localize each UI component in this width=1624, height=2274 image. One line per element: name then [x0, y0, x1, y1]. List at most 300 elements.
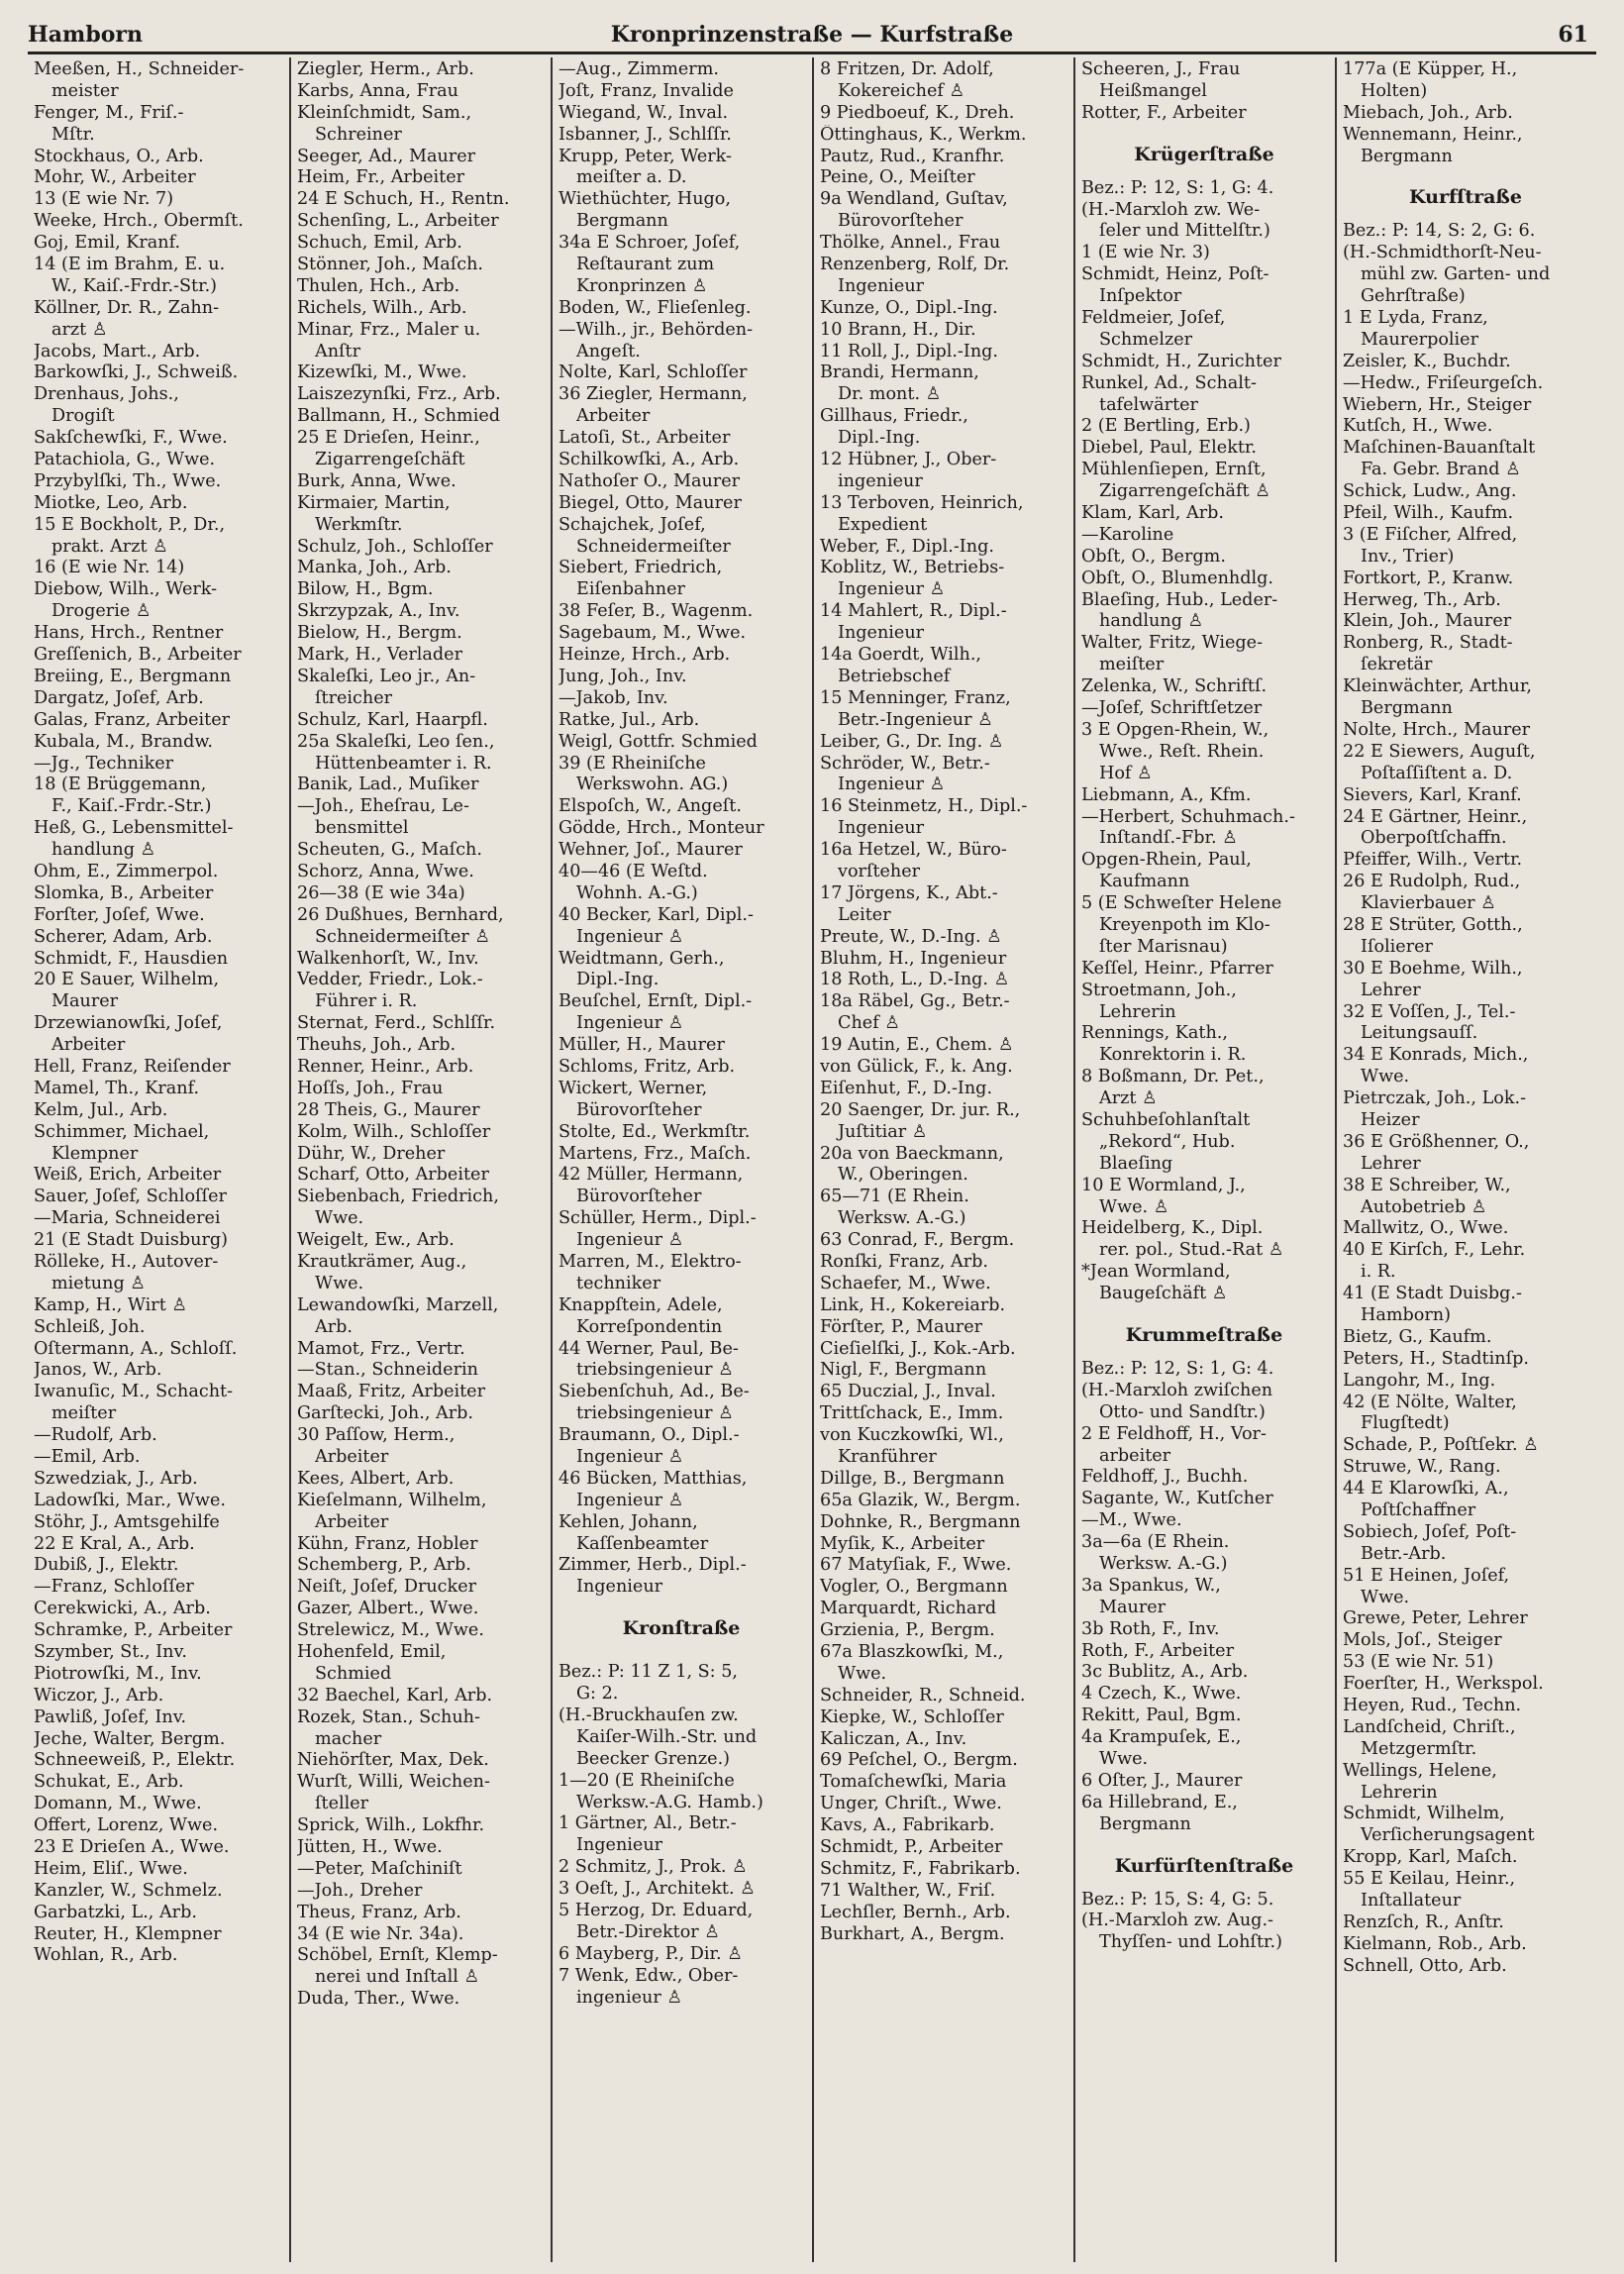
directory-entry-line: Wiebern, Hr., Steiger [1343, 394, 1532, 415]
header-city: Hamborn [28, 22, 143, 48]
directory-entry-line: 1 (E wie Nr. 3) [1081, 243, 1210, 263]
directory-entry-line: 36 E Größhenner, O., [1343, 1131, 1530, 1152]
directory-entry-line: Heim, Fr., Arbeiter [297, 167, 465, 188]
directory-entry-line: 41 (E Stadt Duisbg.- [1343, 1284, 1522, 1304]
column-1 [28, 57, 283, 2262]
directory-entry-line: Bergmann [576, 211, 668, 232]
directory-entry-line: (H.-Marxloh zw. Aug.- [1081, 1911, 1273, 1931]
directory-entry-line: Juſtitiar ♙ [838, 1121, 928, 1142]
directory-entry-line: 67a Blaszkowſki, M., [820, 1642, 1004, 1663]
directory-entry-line: Szymber, St., Inv. [34, 1642, 187, 1663]
directory-entry-line: Heß, G., Lebensmittel- [34, 818, 234, 839]
directory-entry-line: Öttinghaus, K., Werkm. [820, 124, 1027, 145]
directory-entry-line: Burkhart, A., Bergm. [820, 1923, 1005, 1944]
directory-entry-line: Myſik, K., Arbeiter [820, 1533, 985, 1554]
directory-entry-line: Niehörſter, Max, Dek. [297, 1750, 489, 1771]
directory-entry-line: 21 (E Stadt Duisburg) [34, 1230, 229, 1251]
directory-entry-line: handlung ♙ [1099, 611, 1204, 632]
directory-entry-line: Blaeſing [1099, 1153, 1173, 1174]
directory-entry-line: Werksw.-A.G. Hamb.) [576, 1792, 763, 1812]
directory-entry-line: Kirmaier, Martin, [297, 492, 451, 513]
directory-entry-line: Obſt, O., Blumenhdlg. [1081, 568, 1274, 588]
directory-entry-line: Bergmann [1361, 698, 1453, 719]
directory-entry-line: Bielow, H., Bergm. [297, 623, 462, 644]
directory-entry-line: Lehrer [1361, 980, 1421, 1000]
directory-entry-line: 18a Räbel, Gg., Betr.- [820, 991, 1010, 1012]
directory-entry-line: —Emil, Arb. [34, 1447, 141, 1467]
directory-entry-line: Kiepke, W., Schloſſer [820, 1706, 1004, 1727]
directory-entry-line: Wohlan, R., Arb. [34, 1945, 178, 1966]
directory-entry-line: Kanzler, W., Schmelz. [34, 1880, 223, 1901]
directory-entry-line: —Jg., Techniker [34, 753, 174, 774]
directory-entry-line: Skrzypzak, A., Inv. [297, 601, 460, 622]
directory-entry-line: Marquardt, Richard [820, 1599, 997, 1619]
directory-entry-line: 26 Dußhues, Bernhard, [297, 904, 504, 925]
directory-entry-line: mietung ♙ [51, 1273, 147, 1293]
directory-entry-line: Kielmann, Rob., Arb. [1343, 1933, 1527, 1954]
directory-entry-line: Scheuten, G., Maſch. [297, 840, 482, 861]
directory-entry-line: Zigarrengeſchäft [315, 450, 465, 470]
directory-entry-line: 16 (E wie Nr. 14) [34, 558, 185, 578]
directory-entry-line: nerei und Inſtall ♙ [315, 1967, 480, 1988]
directory-entry-line: Rotter, F., Arbeiter [1081, 102, 1247, 123]
column-4 [812, 57, 1069, 2262]
spacer [1081, 125, 1327, 135]
directory-entry-line: Heißmangel [1099, 80, 1207, 101]
directory-entry-line: arzt ♙ [51, 319, 108, 340]
directory-entry-line: Weigl, Gottfr. Schmied [558, 731, 758, 752]
directory-entry-line: Heim, Eliſ., Wwe. [34, 1858, 188, 1879]
directory-entry-line: Betr.-Direktor ♙ [576, 1921, 721, 1942]
directory-entry-line: rer. pol., Stud.-Rat ♙ [1099, 1240, 1284, 1261]
column-5 [1073, 57, 1331, 2262]
directory-entry-line: Tomaſchewſki, Maria [820, 1772, 1007, 1793]
directory-entry-line: Greſſenich, B., Arbeiter [34, 645, 242, 666]
directory-entry-line: Leitungsauſſ. [1361, 1023, 1478, 1044]
spacer [558, 1599, 804, 1608]
directory-entry-line: Mohr, W., Arbeiter [34, 167, 196, 188]
directory-entry-line: Anſtr [315, 341, 361, 362]
directory-entry-line: macher [315, 1728, 382, 1749]
directory-entry-line: 40—46 (E Weſtd. [558, 861, 708, 881]
directory-entry-line: Hoſſs, Joh., Frau [297, 1078, 444, 1098]
directory-entry-line: Schröder, W., Betr.- [820, 753, 990, 774]
directory-entry-line: —Joh., Dreher [297, 1880, 423, 1901]
directory-entry-line: Zelenka, W., Schriftſ. [1081, 676, 1268, 697]
directory-entry-line: 24 E Schuch, H., Rentn. [297, 189, 510, 210]
directory-entry-line: Wwe. [1099, 1749, 1149, 1770]
directory-entry-line: Hohenfeld, Emil, [297, 1642, 447, 1663]
directory-entry-line: Schemberg, P., Arb. [297, 1555, 471, 1576]
directory-entry-line: Kreyenpoth im Klo- [1099, 914, 1270, 935]
directory-entry-line: Schuhbeſohlanſtalt [1081, 1109, 1251, 1130]
directory-entry-line: 8 Fritzen, Dr. Adolf, [820, 59, 994, 79]
directory-entry-line: Ziegler, Herm., Arb. [297, 59, 474, 79]
directory-entry-line: Schneeweiß, P., Elektr. [34, 1750, 236, 1771]
directory-entry-line: Maurer [51, 991, 119, 1012]
directory-entry-line: Dubiß, J., Elektr. [34, 1555, 179, 1576]
directory-entry-line: F., Kaiſ.-Frdr.-Str.) [51, 796, 212, 817]
directory-entry-line: Ingenieur ♙ [576, 1013, 684, 1034]
directory-entry-line: Pietrczak, Joh., Lok.- [1343, 1088, 1527, 1109]
spacer [558, 1652, 804, 1662]
directory-entry-line: 65—71 (E Rhein. [820, 1187, 969, 1207]
directory-entry-line: handlung ♙ [51, 840, 156, 861]
directory-entry-line: Schmitz, F., Fabrikarb. [820, 1858, 1021, 1879]
directory-entry-line: Boden, W., Flieſenleg. [558, 297, 752, 318]
directory-entry-line: 39 (E Rheiniſche [558, 753, 706, 774]
directory-entry-line: Schneidermeiſter [576, 536, 731, 557]
directory-entry-line: Galas, Franz, Arbeiter [34, 709, 231, 730]
directory-entry-line: —Maria, Schneiderei [34, 1208, 221, 1229]
street-heading: Kurfſtraße [1409, 186, 1522, 209]
directory-entry-line: 2 Schmitz, J., Prok. ♙ [558, 1857, 748, 1878]
directory-entry-line: Kaſſenbeamter [576, 1533, 709, 1554]
directory-entry-line: 65a Glazik, W., Bergm. [820, 1490, 1021, 1510]
directory-entry-line: 23 E Drieſen A., Wwe. [34, 1837, 230, 1858]
directory-entry-line: W., Kaiſ.-Frdr.-Str.) [51, 275, 218, 296]
directory-entry-line: 55 E Keilau, Heinr., [1343, 1869, 1516, 1890]
directory-entry-line: Feldmeier, Joſef, [1081, 308, 1226, 329]
directory-entry-line: Bürovorſteher [576, 1187, 702, 1207]
directory-entry-line: Breiing, E., Bergmann [34, 666, 232, 686]
directory-entry-line: Dühr, W., Dreher [297, 1143, 446, 1164]
directory-entry-line: —Herbert, Schuhmach.- [1081, 806, 1295, 827]
directory-entry-line: Reuter, H., Klempner [34, 1923, 222, 1944]
directory-entry-line: Kaufmann [1099, 872, 1190, 892]
directory-entry-line: Scharf, Otto, Arbeiter [297, 1165, 489, 1186]
directory-entry-line: Expedient [838, 514, 928, 535]
directory-entry-line: Bergmann [1099, 1813, 1191, 1834]
directory-entry-line: Bez.: P: 12, S: 1, G: 4. [1081, 1358, 1274, 1379]
column-2 [289, 57, 547, 2262]
directory-entry-line: Laiszezynſki, Frz., Arb. [297, 384, 501, 405]
directory-entry-line: Martens, Frz., Maſch. [558, 1143, 752, 1164]
directory-entry-line: Przybylſki, Th., Wwe. [34, 470, 222, 491]
directory-entry-line: Arbeiter [51, 1035, 126, 1056]
directory-entry-line: Pawliß, Joſef, Inv. [34, 1706, 187, 1727]
directory-entry-line: Werksw. A.-G.) [1099, 1554, 1228, 1574]
directory-entry-line: Bürovorſteher [838, 211, 964, 232]
directory-entry-line: —Hedw., Friſeurgeſch. [1343, 372, 1544, 393]
directory-entry-line: meister [51, 80, 119, 101]
directory-entry-line: Weeke, Hrch., Obermſt. [34, 211, 244, 232]
directory-entry-line: arbeiter [1099, 1445, 1171, 1466]
directory-entry-line: Domann, M., Wwe. [34, 1794, 202, 1814]
directory-entry-line: Herweg, Th., Arb. [1343, 589, 1501, 610]
directory-entry-line: Sievers, Karl, Kranf. [1343, 784, 1522, 805]
directory-entry-line: Krautkrämer, Aug., [297, 1251, 467, 1272]
directory-entry-line: Scheeren, J., Frau [1081, 59, 1241, 79]
directory-entry-line: Marren, M., Elektro- [558, 1251, 742, 1272]
directory-entry-line: Schloms, Fritz, Arb. [558, 1056, 736, 1077]
directory-entry-line: ingenieur ♙ [576, 1987, 683, 2008]
directory-entry-line: Ingenieur [576, 1577, 663, 1598]
directory-entry-line: Janos, W., Arb. [34, 1360, 162, 1381]
directory-entry-line: Theus, Franz, Arb. [297, 1902, 461, 1922]
directory-entry-line: —Aug., Zimmerm. [558, 59, 719, 79]
directory-entry-line: 6 Mayberg, P., Dir. ♙ [558, 1943, 743, 1964]
directory-entry-line: Cieſielſki, J., Kok.-Arb. [820, 1338, 1016, 1359]
directory-entry-line: Inſpektor [1099, 286, 1182, 307]
directory-entry-line: ſtreicher [315, 687, 393, 708]
directory-entry-line: Stroetmann, Joh., [1081, 980, 1237, 1000]
directory-entry-line: prakt. Arzt ♙ [51, 536, 168, 557]
directory-entry-line: W., Oberingen. [838, 1165, 968, 1186]
directory-entry-line: Betriebschef [838, 666, 951, 686]
directory-entry-line: Skaleſki, Leo jr., An- [297, 666, 476, 686]
directory-entry-line: Stöhr, J., Amtsgehilfe [34, 1511, 220, 1532]
directory-entry-line: Mols, Joſ., Steiger [1343, 1630, 1502, 1651]
directory-entry-line: Runkel, Ad., Schalt- [1081, 372, 1257, 393]
directory-entry-line: Hell, Franz, Reiſender [34, 1056, 231, 1077]
directory-entry-line: Lehrerin [1099, 1001, 1176, 1022]
spacer [1081, 1836, 1327, 1846]
directory-entry-line: Bilow, H., Bgm. [297, 579, 434, 600]
directory-entry-line: Grzienia, P., Bergm. [820, 1620, 995, 1641]
directory-entry-line: Drzewianowſki, Joſef, [34, 1013, 223, 1034]
directory-entry-line: Obſt, O., Bergm. [1081, 546, 1226, 567]
spacer [1343, 167, 1588, 177]
directory-entry-line: Werkmſtr. [315, 514, 403, 535]
directory-entry-line: Ladowſki, Mar., Wwe. [34, 1490, 226, 1510]
directory-entry-line: „Rekord“, Hub. [1099, 1131, 1236, 1152]
directory-entry-line: Oberpoſtſchaffn. [1361, 828, 1507, 849]
directory-entry-line: Patachiola, G., Wwe. [34, 450, 216, 470]
directory-entry-line: Schajchek, Joſef, [558, 514, 706, 535]
directory-entry-line: Keſſel, Heinr., Pfarrer [1081, 958, 1273, 979]
directory-entry-line: von Kuczkowſki, Wl., [820, 1425, 1004, 1446]
directory-entry-line: Drenhaus, Johs., [34, 384, 179, 405]
directory-entry-line: Isbanner, J., Schlſſr. [558, 124, 732, 145]
directory-entry-line: Gazer, Albert., Wwe. [297, 1599, 479, 1619]
directory-entry-line: Piotrowſki, M., Inv. [34, 1663, 202, 1684]
directory-entry-line: 71 Walther, W., Friſ. [820, 1880, 996, 1901]
directory-entry-line: Scherer, Adam, Arb. [34, 926, 213, 947]
directory-entry-line: Dipl.-Ing. [838, 428, 921, 449]
directory-entry-line: 3 (E Fiſcher, Alfred, [1343, 524, 1518, 545]
directory-entry-line: Kleinſchmidt, Sam., [297, 102, 472, 123]
directory-entry-line: Thyſſen- und Lohſtr.) [1099, 1932, 1282, 1953]
directory-entry-line: Heizer [1361, 1109, 1420, 1130]
directory-entry-line: Kaliczan, A., Inv. [820, 1728, 967, 1749]
directory-entry-line: 3b Roth, F., Inv. [1081, 1618, 1220, 1639]
directory-entry-line: 65 Duczial, J., Inval. [820, 1382, 996, 1402]
directory-entry-line: Blaeſing, Hub., Leder- [1081, 589, 1278, 610]
directory-entry-line: meiſter a. D. [576, 167, 687, 188]
directory-entry-line: Hans, Hrch., Rentner [34, 623, 224, 644]
directory-entry-line: Arb. [315, 1316, 353, 1337]
directory-entry-line: 13 (E wie Nr. 7) [34, 189, 174, 210]
directory-entry-line: Hüttenbeamter i. R. [315, 753, 492, 774]
directory-entry-line: 18 Roth, L., D.-Ing. ♙ [820, 970, 1010, 990]
directory-entry-line: Inv., Trier) [1361, 546, 1455, 567]
directory-entry-line: Poſtaſſiſtent a. D. [1361, 763, 1513, 783]
directory-entry-line: Foerſter, H., Werkspol. [1343, 1674, 1544, 1695]
directory-entry-line: Weidtmann, Gerh., [558, 948, 725, 969]
directory-entry-line: 36 Ziegler, Hermann, [558, 384, 748, 405]
directory-entry-line: Schilkowſki, A., Arb. [558, 450, 740, 470]
directory-entry-line: Schmied [315, 1663, 392, 1684]
directory-entry-line: —Wilh., jr., Behörden- [558, 319, 754, 340]
directory-entry-line: Garbatzki, L., Arb. [34, 1902, 197, 1922]
spacer [1081, 1305, 1327, 1315]
directory-entry-line: Bez.: P: 11 Z 1, S: 5, [558, 1662, 738, 1683]
directory-entry-line: Werkswohn. AG.) [576, 775, 729, 795]
directory-entry-line: Krupp, Peter, Werk- [558, 146, 732, 166]
directory-entry-line: 14a Goerdt, Wilh., [820, 645, 981, 666]
directory-entry-line: Jütten, H., Wwe. [297, 1837, 443, 1858]
directory-entry-line: Iwanuſic, M., Schacht- [34, 1382, 234, 1402]
directory-entry-line: 22 E Siewers, Auguſt, [1343, 741, 1536, 762]
directory-entry-line: 28 E Strüter, Gotth., [1343, 914, 1523, 935]
directory-entry-line: (H.-Schmidthorſt-Neu- [1343, 243, 1542, 263]
directory-entry-line: Schick, Ludw., Ang. [1343, 481, 1517, 502]
directory-entry-line: Ingenieur ♙ [576, 926, 684, 947]
directory-entry-line: 53 (E wie Nr. 51) [1343, 1652, 1494, 1673]
directory-entry-line: Grewe, Peter, Lehrer [1343, 1608, 1528, 1629]
directory-entry-line: —Karoline [1081, 524, 1174, 545]
directory-entry-line: Autobetrieb ♙ [1361, 1196, 1487, 1217]
directory-entry-line: Minar, Frz., Maler u. [297, 319, 481, 340]
directory-entry-line: Biegel, Otto, Maurer [558, 492, 742, 513]
directory-entry-line: Arzt ♙ [1099, 1088, 1158, 1109]
directory-entry-line: ſekretär [1361, 655, 1433, 675]
directory-entry-line: Wurſt, Willi, Weichen- [297, 1772, 490, 1793]
directory-entry-line: Chef ♙ [838, 1013, 901, 1034]
directory-entry-line: Jung, Joh., Inv. [558, 666, 687, 686]
directory-entry-line: G: 2. [576, 1684, 619, 1705]
directory-entry-line: —Jakob, Inv. [558, 687, 668, 708]
directory-entry-line: 2 E Feldhoff, H., Vor- [1081, 1423, 1267, 1444]
directory-entry-line: 20a von Baeckmann, [820, 1143, 1004, 1164]
directory-entry-line: Ingenieur ♙ [838, 579, 946, 600]
directory-entry-line: Leiter [838, 904, 891, 925]
directory-entry-line: Schulz, Joh., Schloſſer [297, 536, 493, 557]
directory-entry-line: Stönner, Joh., Maſch. [297, 255, 483, 275]
directory-entry-line: —Peter, Maſchiniſt [297, 1858, 462, 1879]
page-header [28, 18, 1596, 54]
directory-entry-line: Walkenhorſt, W., Inv. [297, 948, 479, 969]
directory-entry-line: ſter Marisnau) [1099, 936, 1228, 957]
directory-entry-line: Mark, H., Verlader [297, 645, 462, 666]
directory-entry-line: bensmittel [315, 818, 409, 839]
directory-entry-line: Müller, H., Maurer [558, 1035, 725, 1056]
directory-entry-line: Renzenberg, Rolf, Dr. [820, 255, 1010, 275]
directory-entry-line: Maurer [1099, 1597, 1167, 1617]
directory-entry-line: Stolte, Ed., Werkmſtr. [558, 1121, 751, 1142]
directory-entry-line: 34a E Schroer, Joſef, [558, 233, 741, 254]
directory-entry-line: Seeger, Ad., Maurer [297, 146, 476, 166]
directory-entry-line: Leiber, G., Dr. Ing. ♙ [820, 731, 1004, 752]
directory-entry-line: ingenieur [838, 470, 923, 491]
directory-entry-line: Kleinwächter, Arthur, [1343, 676, 1532, 697]
directory-entry-line: Schöbel, Ernſt, Klemp- [297, 1945, 498, 1966]
directory-entry-line: Mamel, Th., Kranf. [34, 1078, 200, 1098]
directory-entry-line: 67 Matyſiak, F., Wwe. [820, 1555, 1012, 1576]
directory-entry-line: Wiczor, J., Arb. [34, 1685, 164, 1706]
directory-entry-line: Kühn, Franz, Hobler [297, 1533, 478, 1554]
directory-entry-line: Sobiech, Joſef, Poſt- [1343, 1521, 1517, 1542]
directory-entry-line: Struwe, W., Rang. [1343, 1457, 1501, 1478]
directory-entry-line: Kubala, M., Brandw. [34, 731, 213, 752]
directory-entry-line: 38 E Schreiber, W., [1343, 1175, 1511, 1195]
directory-entry-line: 17 Jörgens, K., Abt.- [820, 882, 998, 903]
directory-entry-line: triebsingenieur ♙ [576, 1360, 734, 1381]
directory-entry-line: Ingenieur ♙ [838, 775, 946, 795]
directory-entry-line: 10 E Wormland, J., [1081, 1175, 1246, 1195]
directory-entry-line: meiſter [51, 1403, 117, 1424]
directory-entry-line: 3a Spankus, W., [1081, 1575, 1221, 1596]
directory-entry-line: Landſcheid, Chriſt., [1343, 1716, 1516, 1737]
directory-entry-line: Jacobs, Mart., Arb. [34, 341, 201, 362]
directory-entry-line: Wickert, Werner, [558, 1078, 708, 1098]
directory-entry-line: Szwedziak, J., Arb. [34, 1468, 198, 1489]
directory-entry-line: Kizewſki, M., Wwe. [297, 362, 467, 383]
directory-entry-line: Klein, Joh., Maurer [1343, 611, 1512, 632]
column-3 [551, 57, 808, 2262]
directory-entry-line: Kropp, Karl, Maſch. [1343, 1847, 1518, 1868]
directory-entry-line: Preute, W., D.-Ing. ♙ [820, 926, 1002, 947]
directory-entry-line: Walter, Fritz, Wiege- [1081, 633, 1264, 654]
directory-entry-line: Wwe., Reſt. Rhein. [1099, 741, 1265, 762]
directory-entry-line: Pfeiffer, Wilh., Vertr. [1343, 850, 1523, 871]
directory-entry-line: Sagante, W., Kutſcher [1081, 1489, 1273, 1509]
directory-entry-line: Schmidt, H., Zurichter [1081, 351, 1281, 371]
directory-entry-line: Braumann, O., Dipl.- [558, 1425, 740, 1446]
directory-entry-line: Sprick, Wilh., Lokfhr. [297, 1815, 485, 1836]
directory-entry-line: Zigarrengeſchäft ♙ [1099, 481, 1270, 502]
directory-entry-line: Wennemann, Heinr., [1343, 124, 1523, 145]
directory-entry-line: Ingenieur ♙ [576, 1447, 684, 1467]
directory-entry-line: 19 Autin, E., Chem. ♙ [820, 1035, 1014, 1056]
directory-entry-line: 32 E Voſſen, J., Tel.- [1343, 1001, 1516, 1022]
directory-entry-line: Latoſi, St., Arbeiter [558, 428, 731, 449]
directory-entry-line: 16 Steinmetz, H., Dipl.- [820, 796, 1028, 817]
directory-entry-line: Garſtecki, Joh., Arb. [297, 1403, 473, 1424]
directory-entry-line: Zimmer, Herb., Dipl.- [558, 1555, 747, 1576]
directory-entry-line: 4 Czech, K., Wwe. [1081, 1684, 1242, 1705]
directory-entry-line: Jeche, Walter, Bergm. [34, 1728, 226, 1749]
directory-entry-line: *Jean Wormland, [1081, 1262, 1231, 1283]
directory-entry-line: Trittſchack, E., Imm. [820, 1403, 1004, 1424]
directory-entry-line: Bez.: P: 12, S: 1, G: 4. [1081, 177, 1274, 198]
directory-entry-line: 34 (E wie Nr. 34a). [297, 1923, 464, 1944]
directory-entry-line: 25 E Drieſen, Heinr., [297, 428, 480, 449]
directory-entry-line: 9 Piedboeuf, K., Dreh. [820, 102, 1015, 123]
directory-entry-line: Rozek, Stan., Schuh- [297, 1706, 480, 1727]
directory-entry-line: Heinze, Hrch., Arb. [558, 645, 731, 666]
directory-entry-line: (H.-Bruckhauſen zw. [558, 1706, 739, 1726]
directory-entry-line: Metzgermſtr. [1361, 1738, 1477, 1759]
directory-entry-line: Hof ♙ [1099, 763, 1153, 783]
directory-entry-line: Maaß, Fritz, Arbeiter [297, 1382, 486, 1402]
directory-entry-line: 28 Theis, G., Maurer [297, 1099, 480, 1120]
column-6 [1335, 57, 1592, 2262]
directory-entry-line: Förſter, P., Maurer [820, 1316, 983, 1337]
directory-entry-line: 22 E Kral, A., Arb. [34, 1533, 195, 1554]
directory-entry-line: Ratke, Jul., Arb. [558, 709, 700, 730]
directory-entry-line: Link, H., Kokereiarb. [820, 1294, 1006, 1315]
directory-entry-line: Ingenieur [838, 818, 925, 839]
directory-entry-line: Nigl, F., Bergmann [820, 1360, 987, 1381]
street-heading: Krügerſtraße [1134, 143, 1274, 165]
directory-entry-line: Lewandowſki, Marzell, [297, 1294, 499, 1315]
directory-entry-line: Ballmann, H., Schmied [297, 406, 501, 427]
directory-entry-line: 38 Feſer, B., Wagenm. [558, 601, 754, 622]
directory-entry-line: Unger, Chriſt., Wwe. [820, 1794, 1002, 1814]
directory-entry-line: Weber, F., Dipl.-Ing. [820, 536, 994, 557]
